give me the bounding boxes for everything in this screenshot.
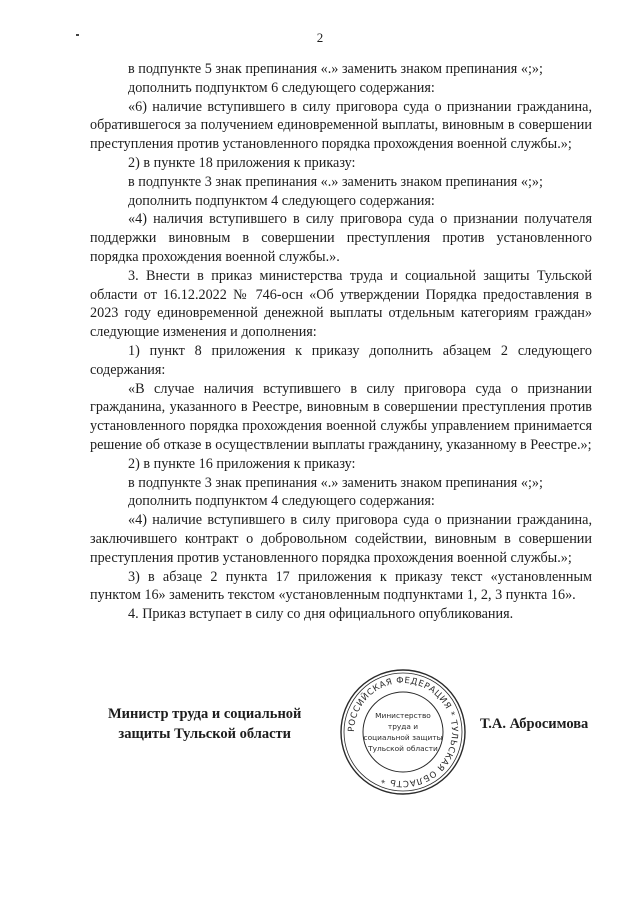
seal-inner-text: Тульской области	[368, 744, 438, 753]
signer-name: Т.А. Абросимова	[480, 716, 589, 732]
paragraph: 4. Приказ вступает в силу со дня официального опубликования.	[128, 606, 514, 623]
signature-position-line: Министр труда и социальной	[108, 706, 302, 722]
svg-text:РОССИЙСКАЯ ФЕДЕРАЦИЯ * ТУЛЬСКА	[347, 676, 459, 788]
paragraph: дополнить подпунктом 6 следующего содержания:	[128, 79, 435, 96]
paragraph: в подпункте 5 знак препинания «.» заменить знаком препинания «;»;	[128, 61, 543, 77]
seal-inner-text: труда и	[387, 722, 419, 731]
signature-position	[108, 704, 301, 744]
paragraph: дополнить подпунктом 4 следующего содержания:	[128, 493, 435, 510]
paragraph: в подпункте 3 знак препинания «.» заменить знаком препинания «;»;	[128, 474, 543, 491]
official-seal	[339, 668, 467, 796]
paragraph: «6) наличие вступившего в силу приговора суда о признании гражданина, обратившегося за получением единовременной выплаты, виновным в совершении преступления против установленного порядка прохождения военной службы.»;	[90, 98, 592, 153]
seal-inner-text: Министерство	[375, 711, 431, 720]
seal-outer-text: РОССИЙСКАЯ ФЕДЕРАЦИЯ * ТУЛЬСКАЯ ОБЛАСТЬ *	[346, 675, 460, 789]
signature-position-line: защиты Тульской области	[118, 726, 292, 742]
paragraph: «4) наличия вступившего в силу приговора суда о признании получателя поддержки виновным в совершении преступления против установленного порядка прохождения военной службы.».	[90, 211, 592, 265]
paragraph: 3) в абзаце 2 пункта 17 приложения к приказу текст «установленным пунктом 16» заменить текстом «установленным подпунктами 1, 2, 3 пункта 16».	[90, 568, 592, 604]
paragraph: дополнить подпунктом 4 следующего содержания:	[128, 192, 435, 209]
paragraph: 1) пункт 8 приложения к приказу дополнить абзацем 2 следующего содержания:	[90, 342, 592, 378]
paragraph: 2) в пункте 16 приложения к приказу:	[128, 455, 356, 472]
paragraph: «4) наличие вступившего в силу приговора суда о признании гражданина, заключившего контракт о добровольном содействии, виновным в совершении преступления против установленного порядка прохождения военной службы.»;	[90, 512, 592, 566]
paragraph: 3. Внести в приказ министерства труда и социальной защиты Тульской области от 16.12.2022 № 746-осн «Об утверждении Порядка предоставления в 2023 году единовременной денежной выплаты отдельным категориям граждан» следующие изменения и дополнения:	[90, 267, 592, 341]
document-body	[90, 60, 592, 624]
page-number: 2	[316, 30, 324, 45]
seal-inner-text: социальной защиты	[363, 733, 443, 742]
scan-mark	[76, 34, 79, 36]
paragraph: 2) в пункте 18 приложения к приказу:	[128, 154, 356, 171]
paragraph: «В случае наличия вступившего в силу приговора суда о признании гражданина, указанного в Реестре, виновным в совершении преступления против установленного порядка прохождения военной службы управлением принимается решение об отказе в осуществлении выплаты гражданину, указанному в Реестре.»;	[90, 380, 592, 453]
paragraph: в подпункте 3 знак препинания «.» заменить знаком препинания «;»;	[128, 173, 543, 190]
